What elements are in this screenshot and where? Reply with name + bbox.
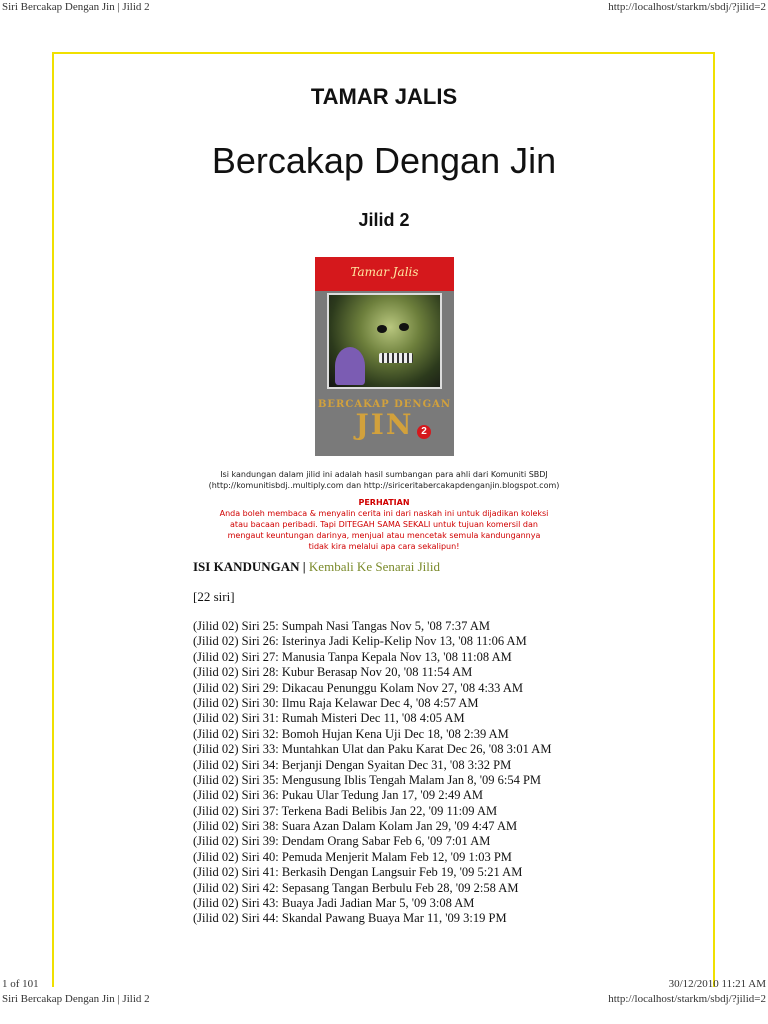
toc-item[interactable]: (Jilid 02) Siri 35: Mengusung Iblis Tengah Malam Jan 8, '09 6:54 PM [193,772,542,787]
toc-item[interactable]: (Jilid 02) Siri 42: Sepasang Tangan Berbulu Feb 28, '09 2:58 AM [193,880,519,895]
print-footer-datetime: 30/12/2010 11:21 AM [668,978,766,990]
toc-list [193,619,551,927]
credit-note [0,469,768,491]
toc-item[interactable]: (Jilid 02) Siri 28: Kubur Berasap Nov 20, '08 11:54 AM [193,665,473,680]
book-cover-image [315,257,454,456]
toc-item[interactable]: (Jilid 02) Siri 30: Ilmu Raja Kelawar Dec 4, '08 4:57 AM [193,695,479,710]
toc-item[interactable]: (Jilid 02) Siri 29: Dikacau Penunggu Kolam Nov 27, '08 4:33 AM [193,680,524,695]
toc-item[interactable]: (Jilid 02) Siri 31: Rumah Misteri Dec 11, '08 4:05 AM [193,711,465,726]
back-to-volume-list-link[interactable]: Kembali Ke Senarai Jilid [308,559,440,574]
print-header-url: http://localhost/starkm/sbdj/?jilid=2 [608,1,766,13]
cover-logo-line1: BERCAKAP DENGAN [317,399,452,410]
cover-figure [335,347,365,385]
toc-item[interactable]: (Jilid 02) Siri 33: Muntahkan Ulat dan Paku Karat Dec 26, '08 3:01 AM [193,742,552,757]
toc-item[interactable]: (Jilid 02) Siri 32: Bomoh Hujan Kena Uji Dec 18, '08 2:39 AM [193,726,509,741]
warning-text [0,508,768,552]
warning-line-3: mengaut keuntungan darinya, menjual atau mencetak semula kandungannya [227,531,541,540]
toc-item[interactable]: (Jilid 02) Siri 34: Berjanji Dengan Syaitan Dec 31, '08 3:32 PM [193,757,512,772]
warning-line-1: Anda boleh membaca & menyalin cerita ini dari naskah ini untuk dijadikan koleksi [219,509,549,518]
toc-item[interactable]: (Jilid 02) Siri 27: Manusia Tanpa Kepala Nov 13, '08 11:08 AM [193,649,512,664]
cover-volume-badge: 2 [417,425,431,439]
toc-header [193,559,440,575]
warning-line-4: tidak kira melalui apa cara sekalipun! [308,542,460,551]
toc-item[interactable]: (Jilid 02) Siri 40: Pemuda Menjerit Malam Feb 12, '09 1:03 PM [193,849,512,864]
toc-item[interactable]: (Jilid 02) Siri 37: Terkena Badi Belibis Jan 22, '09 11:09 AM [193,803,498,818]
book-author: TAMAR JALIS [310,84,458,109]
warning-line-2: atau bacaan peribadi. Tapi DITEGAH SAMA SEKALI untuk tujuan komersil dan [230,520,538,529]
cover-author: Tamar Jalis [350,265,419,279]
toc-separator: | [302,559,306,574]
toc-item[interactable]: (Jilid 02) Siri 44: Skandal Pawang Buaya Mar 11, '09 3:19 PM [193,911,507,926]
toc-item[interactable]: (Jilid 02) Siri 41: Berkasih Dengan Langsuir Feb 19, '09 5:21 AM [193,865,523,880]
toc-item[interactable]: (Jilid 02) Siri 38: Suara Azan Dalam Kolam Jan 29, '09 4:47 AM [193,819,518,834]
warning-title: PERHATIAN [358,498,410,507]
print-header-url-2: http://localhost/starkm/sbdj/?jilid=2 [608,993,766,1005]
cover-eye-right [399,323,409,331]
cover-logo-line2: JIN [355,408,414,441]
toc-item[interactable]: (Jilid 02) Siri 39: Dendam Orang Sabar Feb 6, '09 7:01 AM [193,834,491,849]
cover-mouth [379,353,413,363]
book-volume: Jilid 2 [358,210,410,230]
print-header-title-2: Siri Bercakap Dengan Jin | Jilid 2 [2,993,150,1005]
toc-item[interactable]: (Jilid 02) Siri 43: Buaya Jadi Jadian Mar 5, '09 3:08 AM [193,896,475,911]
credit-line-1: Isi kandungan dalam jilid ini adalah hasil sumbangan para ahli dari Komuniti SBDJ [220,470,548,479]
cover-eye-left [377,325,387,333]
toc-item[interactable]: (Jilid 02) Siri 26: Isterinya Jadi Kelip-Kelip Nov 13, '08 11:06 AM [193,634,527,649]
toc-heading: ISI KANDUNGAN [193,559,300,574]
episode-count: [22 siri] [193,589,235,604]
credit-line-2: (http://komunitisbdj..multiply.com dan http://siriceritabercakapdenganjin.blogspot.com) [208,481,560,490]
cover-logo [315,399,454,441]
book-title: Bercakap Dengan Jin [211,140,557,181]
print-header-title: Siri Bercakap Dengan Jin | Jilid 2 [2,1,150,13]
print-footer-page: 1 of 101 [2,978,39,990]
cover-illustration [327,293,442,389]
toc-item[interactable]: (Jilid 02) Siri 36: Pukau Ular Tedung Jan 17, '09 2:49 AM [193,788,484,803]
toc-item[interactable]: (Jilid 02) Siri 25: Sumpah Nasi Tangas Nov 5, '08 7:37 AM [193,619,490,633]
